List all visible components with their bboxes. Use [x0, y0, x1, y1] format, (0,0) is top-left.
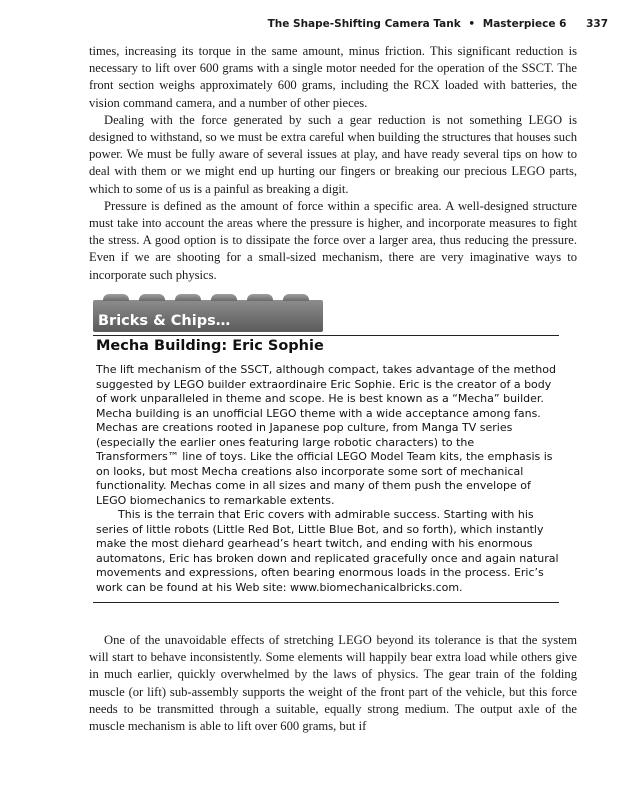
brick-stud [283, 294, 309, 301]
body-text-bottom [89, 632, 577, 735]
sidebar-paragraph: This is the terrain that Eric covers with admirable success. Starting with his series of little robots (Little Red Bot, Little Blue Bot, and so forth), which instantly make the most diehard gearhead’s heart twitch, and ending with his enormous automatons, Eric has broken down and replicated gracefully once and again natural movements and expressions, often bearing enormous loads in the process. Eric’s work can be found at his Web site: www.biomechanicalbricks.com. [96, 508, 559, 594]
running-header [268, 18, 608, 30]
brick-stud [139, 294, 165, 301]
paragraph: One of the unavoidable effects of stretching LEGO beyond its tolerance is that the system will start to behave inconsistently. Some elements will happily bear extra load while others give in much earlier, quickly overwhelmed by the laws of physics. The gear train of the folding muscle (or lift) sub-assembly supports the weight of the front part of the vehicle, but this force needs to be transmitted through a suitable, equally strong medium. The output axle of the muscle mechanism is able to lift over 600 grams, but if [89, 633, 577, 734]
sidebar-paragraph: The lift mechanism of the SSCT, although compact, takes advantage of the method suggested by LEGO builder extraordinaire Eric Sophie. Eric is the creator of a body of work unparalleled in theme and scope. He is best known as a “Mecha” builder. Mecha building is an unofficial LEGO theme with a wide acceptance among fans. Mechas are creations rooted in Japanese pop culture, from Manga TV series (especially the earlier ones featuring large robotic characters) to the Transformers™ line of toys. Like the official LEGO Model Team kits, the emphasis is on looks, but most Mecha creations also incorporate some sort of mechanical functionality. Mechas come in all sizes and many of them push the envelope of LEGO biomechanics to remarkable extents. [96, 363, 556, 507]
sidebar-box [93, 300, 559, 603]
divider [93, 335, 559, 336]
chapter-title: The Shape-Shifting Camera Tank [267, 18, 461, 30]
sidebar-title: Mecha Building: Eric Sophie [96, 338, 324, 354]
sidebar-text [96, 363, 559, 595]
sidebar-banner-label: Bricks & Chips… [98, 313, 231, 329]
brick-stud [211, 294, 237, 301]
paragraph: times, increasing its torque in the same amount, minus friction. This significant reduction is necessary to lift over 600 grams with a single motor needed for the operation of the SSCT. The front section weighs approximately 600 grams, including the RCX loaded with batteries, the vision command camera, and a number of other pieces. [89, 44, 577, 110]
paragraph: Pressure is defined as the amount of force within a specific area. A well-designed structure must take into account the areas where the pressure is higher, and incorporate measures to fight the stress. A good option is to dissipate the force over a larger area, thus reducing the pressure. Even if we are shooting for a small-sized mechanism, there are very imaginative ways to incorporate such physics. [89, 198, 577, 282]
page-number: 337 [586, 18, 608, 30]
paragraph: Dealing with the force generated by such a gear reduction is not something LEGO is designed to withstand, so we must be extra careful when building the structures that houses such power. We must be fully aware of several issues at play, and have ready several tips on how to deal with them or we might end up hurting our fingers or breaking our precious LEGO parts, which to some of us is a painful as breaking a digit. [89, 112, 577, 196]
lego-brick-banner [93, 300, 323, 332]
header-bullet: • [468, 18, 476, 30]
brick-stud [175, 294, 201, 301]
brick-stud [247, 294, 273, 301]
brick-stud [103, 294, 129, 301]
body-text-top [89, 43, 577, 284]
divider [93, 602, 559, 603]
section-label: Masterpiece 6 [482, 18, 567, 30]
